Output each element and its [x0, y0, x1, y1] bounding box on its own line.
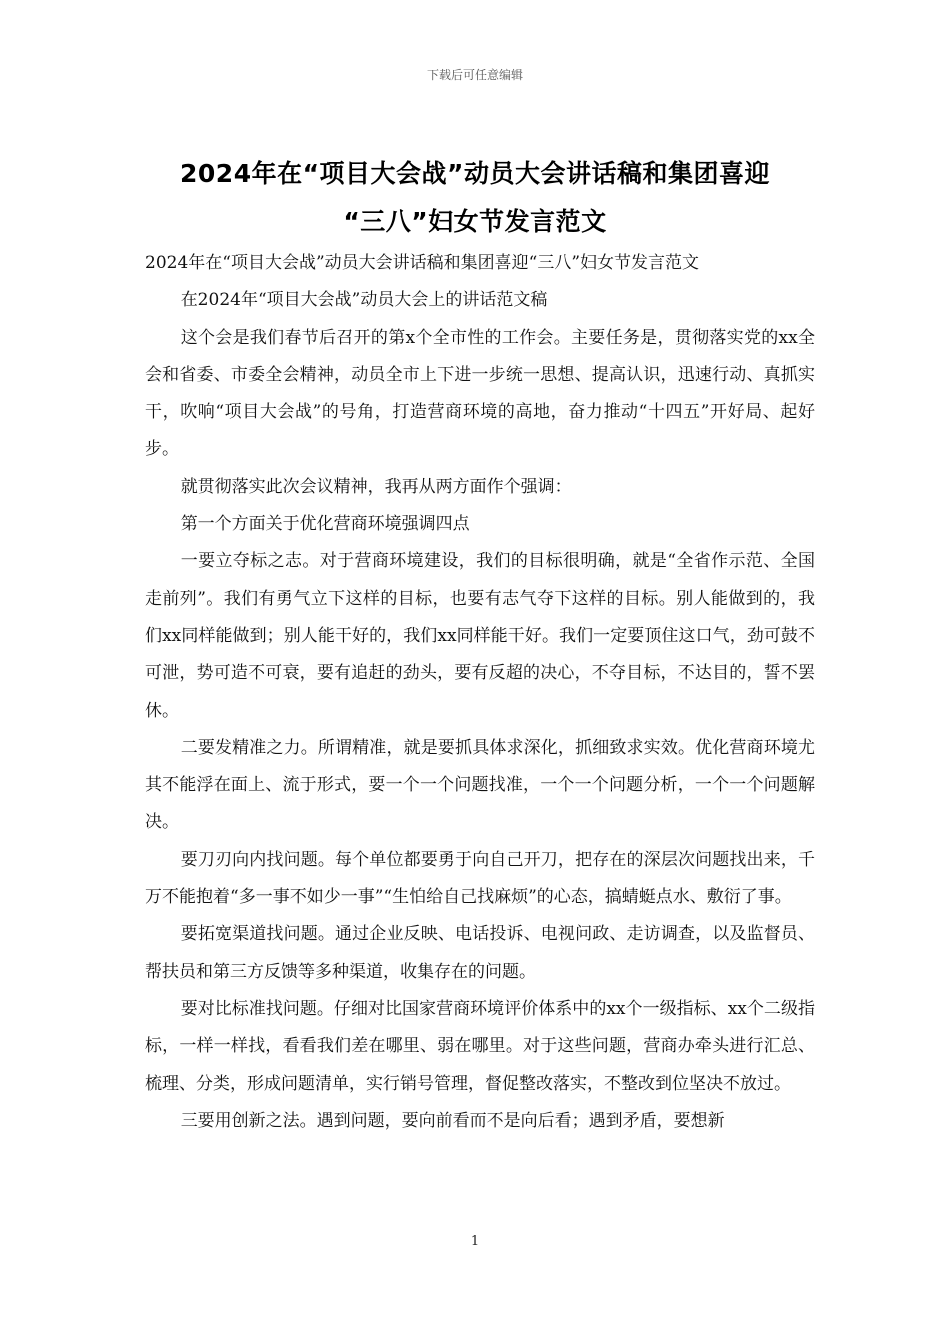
body-paragraph: 要对比标准找问题。仔细对比国家营商环境评价体系中的xx个一级指标、xx个二级指标，一样一样找，看看我们差在哪里、弱在哪里。对于这些问题，营商办牵头进行汇总、梳理、分类，形成问题清单，实行销号管理，督促整改落实，不整改到位坚决不放过。	[145, 998, 815, 1094]
body-paragraph-speech-title: 在2024年“项目大会战”动员大会上的讲话范文稿	[180, 290, 548, 311]
body-paragraph-subtitle: 2024年在“项目大会战”动员大会讲话稿和集团喜迎“三八”妇女节发言范文	[145, 253, 700, 273]
body-paragraph: 一要立夺标之志。对于营商环境建设，我们的目标很明确，就是“全省作示范、全国走前列”。我们有勇气立下这样的目标，也要有志气夺下这样的目标。别人能做到的，我们xx同样能做到；别人能干好的，我们xx同样能干好。我们一定要顶住这口气，劲可鼓不可泄，势可造不可衰，要有追赶的劲头，要有反超的决心，不夺目标，不达目的，誓不罢休。	[145, 551, 815, 721]
body-paragraph: 这个会是我们春节后召开的第x个全市性的工作会。主要任务是，贯彻落实党的xx全会和省委、市委全会精神，动员全市上下进一步统一思想、提高认识，迅速行动、真抓实干，吹响“项目大会战”的号角，打造营商环境的高地，奋力推动“十四五”开好局、起好步。	[145, 327, 815, 460]
body-paragraph-section-heading: 第一个方面关于优化营商环境强调四点	[180, 514, 470, 535]
body-paragraph: 要刀刃向内找问题。每个单位都要勇于向自己开刀，把存在的深层次问题找出来，千万不能抱着“多一事不如少一事”“生怕给自己找麻烦”的心态，搞蜻蜓点水、敷衍了事。	[145, 849, 815, 908]
page-header-note: 下载后可任意编辑	[426, 68, 523, 82]
document-title-line-2: “三八”妇女节发言范文	[343, 207, 607, 236]
body-paragraph: 就贯彻落实此次会议精神，我再从两方面作个强调：	[180, 476, 572, 497]
body-paragraph: 要拓宽渠道找问题。通过企业反映、电话投诉、电视问政、走访调查，以及监督员、帮扶员和第三方反馈等多种渠道，收集存在的问题。	[145, 924, 815, 982]
body-paragraph: 二要发精准之力。所谓精准，就是要抓具体求深化，抓细致求实效。优化营商环境尤其不能浮在面上、流于形式，要一个一个问题找准，一个一个问题分析，一个一个问题解决。	[145, 737, 815, 833]
document-title-line-1: 2024年在“项目大会战”动员大会讲话稿和集团喜迎	[180, 159, 770, 188]
body-paragraph: 三要用创新之法。遇到问题，要向前看而不是向后看；遇到矛盾，要想新	[180, 1110, 725, 1131]
page-number: 1	[470, 1234, 480, 1249]
document-body	[145, 245, 815, 1140]
